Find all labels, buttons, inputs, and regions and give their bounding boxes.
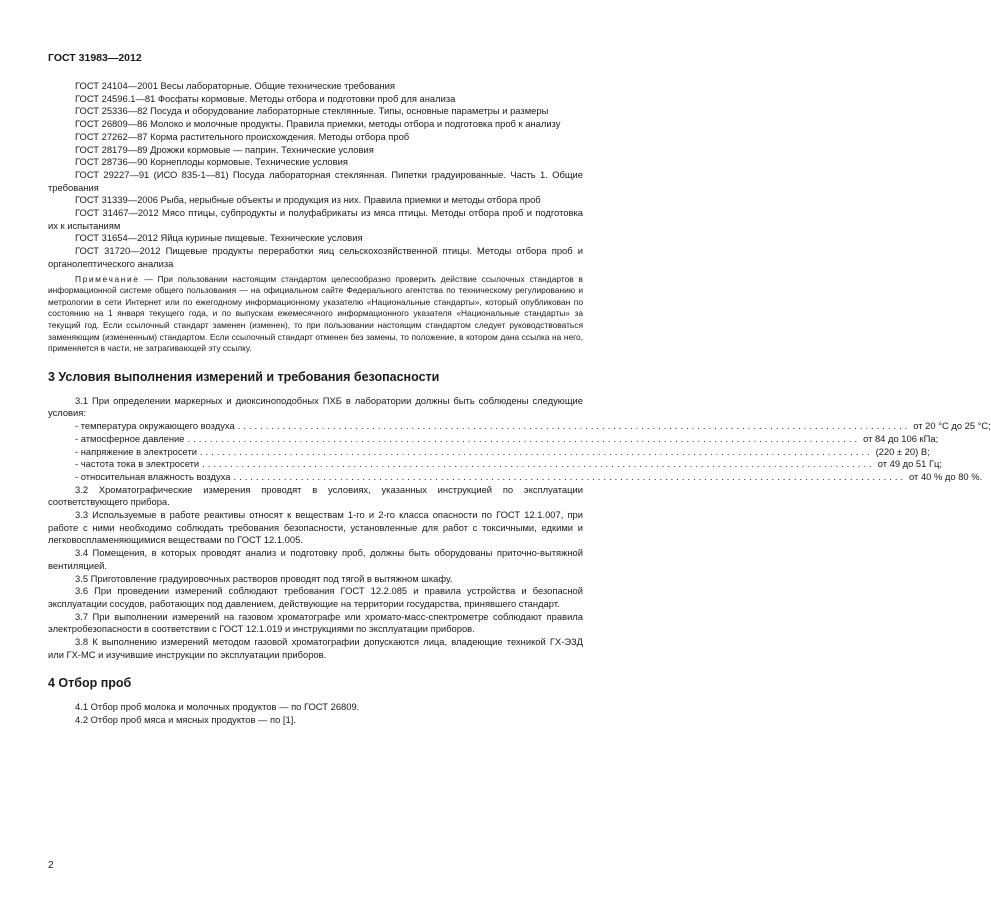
reference-item: ГОСТ 27262—87 Корма растительного происхождения. Методы отбора проб	[75, 130, 410, 142]
paragraph-3-2: 3.2 Хроматографические измерения проводят в условиях, указанных инструкцией по эксплуатации соответствующего прибора.	[48, 483, 583, 508]
page-number: 2	[48, 860, 54, 871]
leader-dots: ........................................................................................................................	[237, 420, 911, 432]
page-content	[48, 80, 991, 727]
paragraph-3-3: 3.3 Используемые в работе реактивы относят к веществам 1-го и 2-го класса опасности по ГОСТ 12.1.007, при работе с ними необходимо соблюдать требования безопасности, установленные для работ с токсичными, едкими и легковоспламеняющимися веществами по ГОСТ 12.1.005.	[48, 509, 583, 546]
condition-row	[48, 458, 943, 471]
condition-label: - температура окружающего воздуха	[75, 420, 235, 432]
reference-item: ГОСТ 29227—91 (ИСО 835-1—81) Посуда лабораторная стеклянная. Пипетки градуированные. Часть 1. Общие требования	[48, 168, 583, 193]
paragraph-4-1: 4.1 Отбор проб молока и молочных продуктов — по ГОСТ 26809.	[75, 701, 360, 713]
reference-item: ГОСТ 31720—2012 Пищевые продукты переработки яиц сельскохозяйственной птицы. Методы отбора проб и органолептического анализа	[48, 245, 583, 269]
condition-label: - напряжение в электросети	[75, 445, 197, 457]
condition-row	[48, 432, 939, 446]
reference-item: ГОСТ 28179—89 Дрожжи кормовые — паприн. Технические условия	[75, 143, 374, 155]
paragraph-3-1: 3.1 При определении маркерных и диоксиноподобных ПХБ в лаборатории должны быть соблюдены следующие условия:	[48, 394, 583, 419]
reference-item: ГОСТ 31339—2006 Рыба, нерыбные объекты и продукция из них. Правила приемки и методы отбора проб	[75, 194, 541, 206]
reference-item: ГОСТ 31654—2012 Яйца куриные пищевые. Технические условия	[75, 232, 363, 244]
references-list	[48, 80, 583, 271]
paragraph-3-8: 3.8 К выполнению измерений методом газовой хроматографии допускаются лица, владеющие техникой ГХ-ЭЗД или ГХ-МС и изучившие инструкции по эксплуатации приборов.	[48, 636, 583, 660]
leader-dots: ........................................................................................................................	[187, 432, 861, 444]
note-label: Примечание	[75, 273, 140, 284]
document-header: ГОСТ 31983—2012	[48, 52, 142, 64]
condition-label: - относительная влажность воздуха	[75, 470, 231, 482]
paragraph-3-6: 3.6 При проведении измерений соблюдают требования ГОСТ 12.2.085 и правила устройства и безопасной эксплуатации сосудов, работающих под давлением, действующие на территории государства, принявшего стандарт.	[48, 585, 583, 609]
condition-label: - атмосферное давление	[75, 432, 185, 444]
section-4-title: 4 Отбор проб	[48, 676, 132, 691]
reference-item: ГОСТ 24596.1—81 Фосфаты кормовые. Методы отбора и подготовки проб для анализа	[75, 92, 456, 104]
paragraph-3-4: 3.4 Помещения, в которых проводят анализ и подготовку проб, должны быть оборудованы приточно-вытяжной вентиляцией.	[48, 547, 583, 571]
paragraph-3-5: 3.5 Приготовление градуировочных растворов проводят под тягой в вытяжном шкафу.	[75, 572, 453, 584]
condition-value: от 20 °С до 25 °С;	[913, 420, 991, 432]
condition-value: от 49 до 51 Гц;	[877, 458, 943, 470]
reference-item: ГОСТ 28736—90 Корнеплоды кормовые. Технические условия	[75, 156, 348, 168]
condition-row	[48, 470, 983, 484]
leader-dots: ........................................................................................................................	[200, 445, 873, 457]
paragraph-4-2: 4.2 Отбор проб мяса и мясных продуктов — по [1].	[75, 714, 296, 726]
condition-row	[48, 445, 930, 459]
conditions-list	[48, 420, 991, 484]
condition-row	[48, 420, 991, 433]
section-3-title: 3 Условия выполнения измерений и требования безопасности	[48, 369, 440, 384]
leader-dots: ........................................................................................................................	[233, 470, 907, 482]
reference-item: ГОСТ 25336—82 Посуда и оборудование лабораторные стеклянные. Типы, основные параметры и размеры	[75, 105, 549, 117]
note-text: — При пользовании настоящим стандартом целесообразно проверить действие ссылочных стандартов в информационной системе общего пользования — на официальном сайте Федерального агентства по техническому регулированию и метрологии в сети Интернет или по ежегодному информационному указателю «Национальные стандарты», который опубликован по состоянию на 1 января текущего года, и по выпускам ежемесячного информационного указателя «Национальные стандарты» за текущий год. Если ссылочный стандарт заменен (изменен), то при пользовании настоящим стандартом следует руководствоваться заменяющим (измененным) стандартом. Если ссылочный стандарт отменен без замены, то положение, в котором дана ссылка на него, применяется в части, не затрагивающей эту ссылку.	[48, 273, 583, 354]
condition-value: (220 ± 20) В;	[875, 445, 930, 457]
condition-value: от 40 % до 80 %.	[909, 470, 983, 482]
reference-item: ГОСТ 26809—86 Молоко и молочные продукты. Правила приемки, методы отбора и подготовка проб к анализу	[75, 118, 561, 130]
note-paragraph	[48, 274, 583, 355]
condition-value: от 84 до 106 кПа;	[863, 432, 939, 444]
condition-label: - частота тока в электросети	[75, 458, 200, 470]
paragraph-3-7: 3.7 При выполнении измерений на газовом хроматографе или хромато-масс-спектрометре соблюдают правила электробезопасности в соответствии с ГОСТ 12.1.019 и инструкциями по эксплуатации приборов.	[48, 610, 583, 635]
reference-item: ГОСТ 24104—2001 Весы лабораторные. Общие технические требования	[75, 80, 395, 91]
reference-item: ГОСТ 31467—2012 Мясо птицы, субпродукты и полуфабрикаты из мяса птицы. Методы отбора проб и подготовка их к испытаниям	[48, 207, 583, 231]
leader-dots: ........................................................................................................................	[202, 458, 875, 470]
